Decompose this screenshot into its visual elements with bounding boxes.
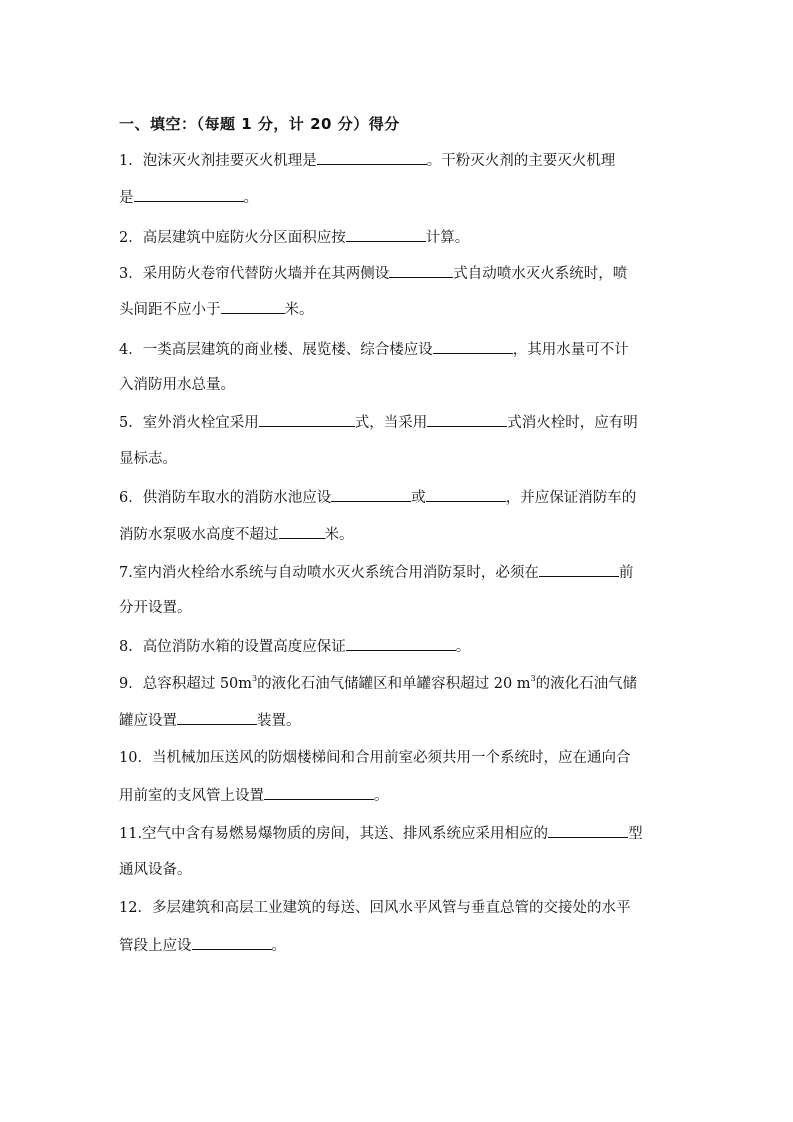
blank[interactable] bbox=[331, 487, 411, 502]
question-4-line-2 bbox=[119, 375, 235, 395]
q10-text: 10．当机械加压送风的防烟楼梯间和合用前室必须共用一个系统时，应在通向合 bbox=[119, 750, 631, 766]
question-6-line-2 bbox=[119, 524, 354, 545]
blank[interactable] bbox=[177, 710, 257, 725]
q7-text: 前 bbox=[618, 565, 634, 581]
q9-text: 9．总容积超过 50m bbox=[119, 676, 253, 692]
q4-text: 4．一类高层建筑的商业楼、展览楼、综合楼应设 bbox=[119, 342, 433, 358]
q3-text: 式自动喷水灭火系统时，喷 bbox=[453, 266, 628, 282]
blank[interactable] bbox=[346, 636, 456, 651]
question-9-line-2 bbox=[119, 710, 301, 731]
q10-text: 用前室的支风管上设置 bbox=[119, 788, 264, 804]
q6-text: ，并应保证消防车的 bbox=[505, 490, 637, 506]
q4-text: 入消防用水总量。 bbox=[119, 377, 235, 393]
q5-text: 式，当采用 bbox=[354, 415, 428, 431]
question-3-line-2 bbox=[119, 299, 314, 320]
q6-text: 消防水泵吸水高度不超过 bbox=[119, 527, 279, 543]
blank[interactable] bbox=[539, 562, 619, 577]
blank[interactable] bbox=[433, 339, 513, 354]
blank[interactable] bbox=[317, 150, 427, 165]
blank[interactable] bbox=[548, 823, 628, 838]
q11-text: 型 bbox=[628, 826, 643, 842]
q3-text: 3．采用防火卷帘代替防火墙并在其两侧设 bbox=[119, 266, 390, 282]
question-7-line-2 bbox=[119, 598, 192, 618]
q9-text: 的液化石油气储 bbox=[535, 676, 638, 692]
blank[interactable] bbox=[389, 263, 453, 278]
blank[interactable] bbox=[426, 487, 506, 502]
q6-text: 或 bbox=[411, 490, 426, 506]
q10-text: 。 bbox=[374, 788, 389, 804]
q1-text: 。干粉灭火剂的主要灭火机理 bbox=[426, 153, 616, 169]
question-7-line-1 bbox=[119, 562, 633, 583]
question-9-line-1 bbox=[119, 674, 637, 694]
question-3-line-1 bbox=[119, 263, 627, 284]
blank[interactable] bbox=[221, 299, 285, 314]
q12-text: 管段上应设 bbox=[119, 938, 192, 954]
blank[interactable] bbox=[192, 935, 272, 950]
q7-text: 分开设置。 bbox=[119, 600, 192, 616]
blank[interactable] bbox=[427, 412, 507, 427]
section-heading: 一、填空：（每题 1 分，计 20 分）得分 bbox=[119, 115, 400, 133]
blank[interactable] bbox=[259, 412, 355, 427]
question-12-line-1 bbox=[119, 898, 630, 918]
q2-text: 2．高层建筑中庭防火分区面积应按 bbox=[119, 230, 346, 246]
blank[interactable] bbox=[279, 524, 325, 539]
question-10-line-2 bbox=[119, 785, 389, 806]
q4-text: ，其用水量可不计 bbox=[512, 342, 629, 358]
q1-text: 。 bbox=[243, 190, 258, 206]
question-12-line-2 bbox=[119, 935, 286, 956]
question-10-line-1 bbox=[119, 748, 630, 768]
question-11-line-2 bbox=[119, 860, 192, 880]
q6-text: 6．供消防车取水的消防水池应设 bbox=[119, 490, 332, 506]
q1-text: 1．泡沫灭火剂挂要灭火机理是 bbox=[119, 153, 317, 169]
question-5-line-1 bbox=[119, 412, 638, 433]
question-4-line-1 bbox=[119, 339, 629, 360]
superscript: 3 bbox=[252, 674, 258, 683]
q7-text: 7.室内消火栓给水系统与自动喷水灭火系统合用消防泵时，必须在 bbox=[119, 565, 539, 581]
question-5-line-2 bbox=[119, 449, 177, 469]
q9-text: 装置。 bbox=[257, 713, 301, 729]
q11-text: 11.空气中含有易燃易爆物质的房间，其送、排风系统应采用相应的 bbox=[119, 826, 549, 842]
blank[interactable] bbox=[346, 227, 426, 242]
superscript: 3 bbox=[530, 674, 536, 683]
q2-text: 计算。 bbox=[425, 230, 470, 246]
question-8 bbox=[119, 636, 470, 657]
q3-text: 米。 bbox=[284, 302, 314, 318]
question-1-line-1 bbox=[119, 150, 615, 171]
q6-text: 米。 bbox=[324, 527, 354, 543]
q11-text: 通风设备。 bbox=[119, 862, 192, 878]
question-11-line-1 bbox=[119, 823, 643, 844]
blank[interactable] bbox=[134, 187, 244, 202]
question-2 bbox=[119, 227, 469, 248]
q12-text: 12．多层建筑和高层工业建筑的每送、回风水平风管与垂直总管的交接处的水平 bbox=[119, 900, 631, 916]
q3-text: 头间距不应小于 bbox=[119, 302, 221, 318]
q5-text: 显标志。 bbox=[119, 451, 177, 467]
q8-text: 。 bbox=[455, 639, 471, 655]
q9-text: 罐应设置 bbox=[119, 713, 177, 729]
question-6-line-1 bbox=[119, 487, 636, 508]
q12-text: 。 bbox=[271, 938, 286, 954]
q5-text: 5．室外消火栓宜采用 bbox=[119, 415, 259, 431]
blank[interactable] bbox=[264, 785, 374, 800]
q8-text: 8．高位消防水箱的设置高度应保证 bbox=[119, 639, 346, 655]
q1-text: 是 bbox=[119, 190, 134, 206]
q5-text: 式消火栓时，应有明 bbox=[507, 415, 638, 431]
question-1-line-2 bbox=[119, 187, 258, 208]
q9-text: 的液化石油气储罐区和单罐容积超过 20 m bbox=[257, 676, 531, 692]
